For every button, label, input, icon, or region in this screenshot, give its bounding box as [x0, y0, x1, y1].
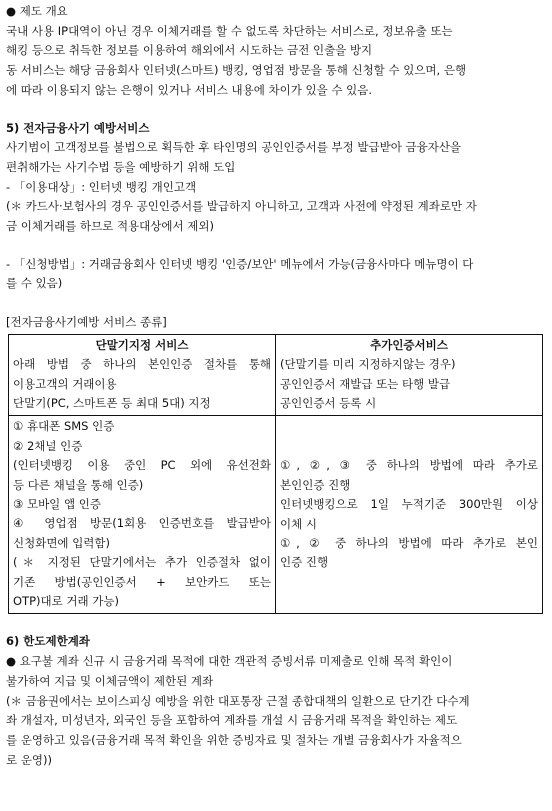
- intro-line-1: 국내 사용 IP대역이 아닌 경우 이체거래를 할 수 없도록 차단하는 서비스로, 정보유출 또는: [6, 23, 453, 38]
- col1-body-line-5: ③ 모바일 앱 인증: [13, 496, 101, 511]
- col1-header-line-2: 이용고객의 거래이용: [13, 376, 117, 391]
- col2-header-line-3: 공인인증서 등록 시: [280, 395, 377, 410]
- col1-header-line-3: 단말기(PC, 스마트폰 등 최대 5대) 지정: [13, 395, 211, 410]
- intro-line-4: 에 따라 이용되지 않는 은행이 있거나 서비스 내용에 차이가 있을 수 있음.: [6, 82, 373, 97]
- table-caption: [전자금융사기예방 서비스 종류]: [6, 315, 167, 330]
- col2-body-line-4: 이체 시: [280, 516, 317, 531]
- intro-heading: ● 제도 개요: [6, 4, 68, 18]
- col2-header-line-2: 공인인증서 재발급 또는 타행 발급: [280, 376, 451, 391]
- body-cell-extra-auth: [276, 416, 543, 614]
- section5-line-4: (＊ 카드사·보험사의 경우 공인인증서를 발급하지 아니하고, 고객과 사전에 약정된 계좌로만 자: [6, 199, 477, 214]
- section6-line-3: (＊ 금융권에서는 보이스피싱 예방을 위한 대포통장 근절 종합대책의 일환으로 단기간 다수계: [6, 693, 470, 708]
- spacer: [6, 237, 546, 255]
- section5-apply-line-1: - 「신청방법」: 거래금융회사 인터넷 뱅킹 '인증/보안' 메뉴에서 가능(금융사마다 메뉴명이 다: [6, 256, 474, 271]
- col1-body-line-6: ④ 영업점 방문(1회용 인증번호를 발급받아: [13, 516, 271, 531]
- col2-body-line-2: 본인인증 진행: [280, 477, 351, 492]
- section5-line-3: - 「이용대상」: 인터넷 뱅킹 개인고객: [6, 179, 197, 194]
- body-cell-device: [9, 416, 276, 614]
- col1-body-line-9: 기존 방법(공인인증서 + 보안카드 또는: [13, 574, 271, 589]
- col1-body-line-3: (인터넷뱅킹 이용 중인 PC 외에 유선전화: [13, 458, 271, 473]
- spacer: [6, 101, 546, 119]
- col1-title: 단말기지정 서비스: [95, 338, 189, 353]
- table-header-row: [9, 335, 543, 416]
- section5-line-2: 편취해가는 사기수법 등을 예방하기 위해 도입: [6, 159, 236, 174]
- section5-line-1: 사기범이 고객정보를 불법으로 획득한 후 타인명의 공인인증서를 부정 발급받아 금융자산을: [6, 140, 462, 155]
- service-table: [8, 334, 543, 614]
- col2-body-line-6: 인증 진행: [280, 555, 329, 570]
- section6-line-4: 좌 개설자, 미성년자, 외국인 등을 포함하여 계좌를 개설 시 금융거래 목적을 확인하는 제도: [6, 713, 458, 728]
- section6-line-5: 를 운영하고 있음(금융거래 목적 확인을 위한 증빙자료 및 절차는 개별 금융회사가 자율적으: [6, 732, 462, 747]
- section5-heading: 5) 전자금융사기 예방서비스: [6, 120, 150, 135]
- col2-body-line-3: 인터넷뱅킹으로 1일 누적기준 300만원 이상: [280, 497, 538, 512]
- col1-body-line-4: 등 다른 채널을 통해 인증): [13, 477, 144, 492]
- col2-header-line-1: (단말기를 미리 지정하지않는 경우): [280, 357, 456, 372]
- col1-header-line-1: 아래 방법 중 하나의 본인인증 절차를 통해: [13, 357, 271, 372]
- col1-body-line-8: (＊ 지정된 단말기에서는 추가 인증절차 없이: [13, 555, 271, 570]
- col2-body-line-1: ①, ②, ③ 중 하나의 방법에 따라 추가로: [280, 458, 538, 473]
- col1-body-line-7: 신청화면에 입력함): [13, 535, 111, 550]
- col2-body-line-5: ①, ② 중 하나의 방법에 따라 추가로 본인: [280, 535, 538, 550]
- section5-apply-line-2: 를 수 있음): [6, 276, 63, 291]
- intro-line-3: 동 서비스는 해당 금융회사 인터넷(스마트) 뱅킹, 영업점 방문을 통해 신청할 수 있으며, 은행: [6, 63, 467, 78]
- section6-line-2: 불가하여 지급 및 이체금액이 제한된 계좌: [6, 673, 214, 688]
- spacer: [6, 614, 546, 632]
- header-cell-extra-auth: [276, 335, 543, 416]
- col2-title: 추가인증서비스: [370, 338, 448, 353]
- section6-line-6: 로 운영)): [6, 752, 52, 767]
- section6-heading: 6) 한도제한계좌: [6, 634, 90, 649]
- section6-line-1: ● 요구불 계좌 신규 시 금융거래 목적에 대한 객관적 증빙서류 미제출로 인해 목적 확인이: [6, 654, 453, 669]
- table-body-row: [9, 416, 543, 614]
- section5-line-5: 금 이체거래를 하므로 적용대상에서 제외): [6, 219, 214, 234]
- intro-line-2: 해킹 등으로 취득한 정보를 이용하여 해외에서 시도하는 금전 인출을 방지: [6, 43, 373, 58]
- document-page: [6, 2, 546, 770]
- col1-body-line-10: OTP)대로 거래 가능): [13, 594, 119, 609]
- col1-body-line-1: ① 휴대폰 SMS 인증: [13, 419, 115, 434]
- spacer: [6, 294, 546, 312]
- col1-body-line-2: ② 2채널 인증: [13, 438, 83, 453]
- header-cell-device: [9, 335, 276, 416]
